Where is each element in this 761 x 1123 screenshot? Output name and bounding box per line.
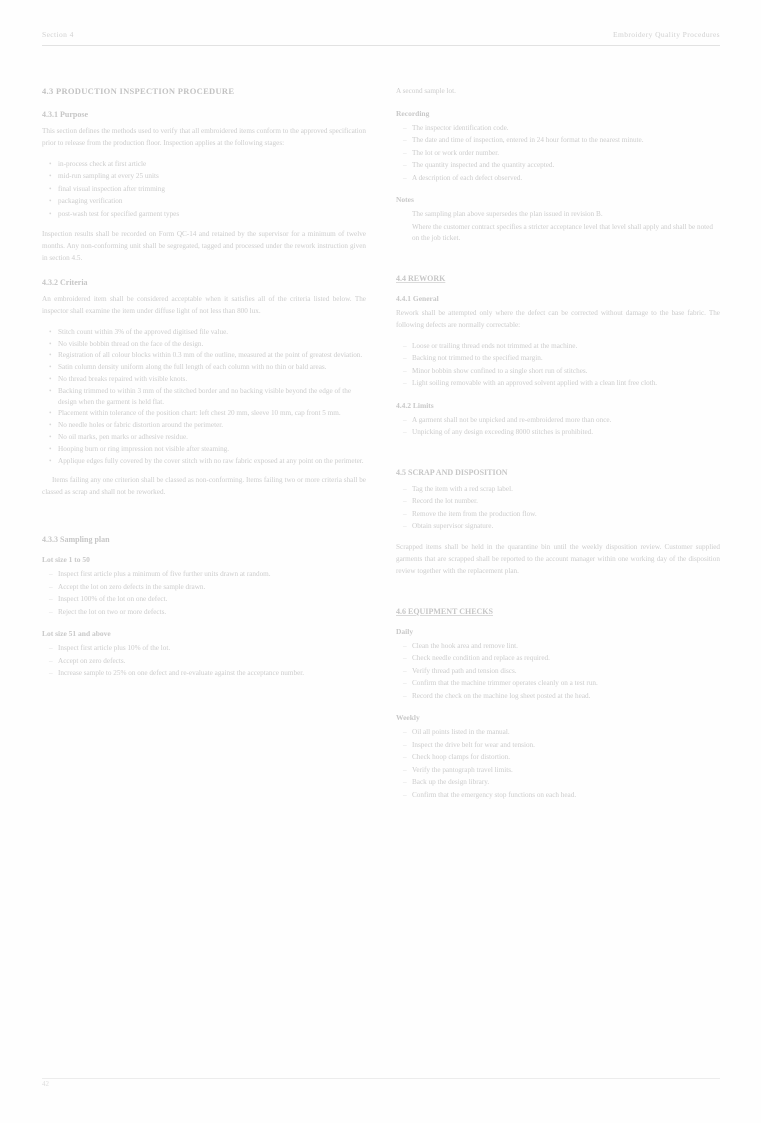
list-item: – Obtain supervisor signature.: [412, 521, 720, 533]
list-item: • mid-run sampling at every 25 units: [58, 171, 366, 183]
list-item: – The lot or work order number.: [412, 148, 720, 160]
list-item: – Record the check on the machine log sheet posted at the head.: [412, 691, 720, 703]
list-item: – The date and time of inspection, entered in 24 hour format to the nearest minute.: [412, 135, 720, 147]
list-item: • Stitch count within 3% of the approved digitised file value.: [58, 327, 366, 338]
list-inspection-stages: [42, 159, 366, 221]
list-item: – Inspect the drive belt for wear and tension.: [412, 740, 720, 752]
heading-daily-checks: Daily: [396, 626, 414, 636]
heading-lot-small: Lot size 1 to 50: [42, 555, 90, 565]
list-item: – Accept on zero defects.: [58, 656, 366, 668]
list-item: – The inspector identification code.: [412, 123, 720, 135]
list-item: – Check needle condition and replace as required.: [412, 653, 720, 665]
list-notes: [396, 209, 720, 245]
list-item: – Oil all points listed in the manual.: [412, 727, 720, 739]
section-heading-equipment: 4.6 EQUIPMENT CHECKS: [396, 606, 493, 616]
right-column: [396, 86, 720, 1061]
list-recording-fields: [396, 123, 720, 185]
heading-rework-limits: 4.4.2 Limits: [396, 400, 434, 410]
list-weekly-checks: [396, 727, 720, 801]
list-item: • post-wash test for specified garment types: [58, 209, 366, 221]
list-correctable-defects: [396, 341, 720, 390]
left-column: [42, 86, 366, 1061]
list-item: • Placement within tolerance of the position chart: left chest 20 mm, sleeve 10 mm, cap front 5 mm.: [58, 408, 366, 419]
list-item: – Increase sample to 25% on one defect and re-evaluate against the acceptance number.: [58, 668, 366, 680]
list-item: – Light soiling removable with an approved solvent applied with a clean lint free cloth.: [412, 378, 720, 390]
list-lot-small: [42, 569, 366, 618]
list-item: • Applique edges fully covered by the cover stitch with no raw fabric exposed at any point on the perimeter.: [58, 456, 366, 467]
list-item: • No thread breaks repaired with visible knots.: [58, 374, 366, 385]
paragraph-nonconforming: Items failing any one criterion shall be classed as non-conforming. Items failing two or more criteria shall be classed as scrap and shall not be reworked.: [42, 476, 366, 497]
header-rule: [42, 45, 720, 46]
list-acceptance-criteria: [42, 327, 366, 467]
heading-rework-general: 4.4.1 General: [396, 294, 439, 303]
list-item: • Hooping burn or ring impression not visible after steaming.: [58, 444, 366, 455]
list-item: – Loose or trailing thread ends not trimmed at the machine.: [412, 341, 720, 353]
list-item: • No oil marks, pen marks or adhesive residue.: [58, 432, 366, 443]
list-daily-checks: [396, 641, 720, 703]
running-head: [42, 30, 720, 39]
list-item: • final visual inspection after trimming: [58, 184, 366, 196]
list-item: – Clean the hook area and remove lint.: [412, 641, 720, 653]
list-item: – Inspect first article plus 10% of the lot.: [58, 643, 366, 655]
running-head-right: Embroidery Quality Procedures: [613, 30, 720, 39]
list-item: • in-process check at first article: [58, 159, 366, 171]
section-heading-scrap: 4.5 SCRAP AND DISPOSITION: [396, 467, 508, 477]
section-heading-rework: 4.4 REWORK: [396, 274, 446, 283]
subsection-heading-criteria: 4.3.2 Criteria: [42, 278, 88, 287]
list-item: • packaging verification: [58, 196, 366, 208]
footer-rule: [42, 1078, 720, 1079]
list-item: – A garment shall not be unpicked and re-embroidered more than once.: [412, 415, 720, 427]
list-item: • Satin column density uniform along the full length of each column with no thin or bald areas.: [58, 362, 366, 373]
list-item: – Reject the lot on two or more defects.: [58, 607, 366, 619]
list-item: – Accept the lot on zero defects in the sample drawn.: [58, 582, 366, 594]
heading-recording: Recording: [396, 108, 430, 118]
list-item: – Inspect 100% of the lot on one defect.: [58, 594, 366, 606]
section-title: 4.3 PRODUCTION INSPECTION PROCEDURE: [42, 86, 235, 96]
list-item: – Check hoop clamps for distortion.: [412, 752, 720, 764]
list-item: – Verify the pantograph travel limits.: [412, 765, 720, 777]
list-item: • Registration of all colour blocks within 0.3 mm of the outline, measured at the point of greatest deviation.: [58, 350, 366, 361]
list-item: – Tag the item with a red scrap label.: [412, 484, 720, 496]
list-item: Where the customer contract specifies a stricter acceptance level that level shall apply and shall be noted on the job ticket.: [412, 222, 713, 243]
paragraph-criteria-intro: An embroidered item shall be considered acceptable when it satisfies all of the criteria listed below. The inspector shall examine the item under diffuse light of not less than 800 lux.: [42, 295, 366, 315]
paragraph-continuation: A second sample lot.: [396, 87, 456, 95]
list-item: • No needle holes or fabric distortion around the perimeter.: [58, 420, 366, 431]
list-lot-large: [42, 643, 366, 680]
list-item: – Confirm that the emergency stop functions on each head.: [412, 790, 720, 802]
paragraph-rework-intro: Rework shall be attempted only where the defect can be corrected without damage to the base fabric. The following defects are normally correctable:: [396, 309, 720, 329]
list-item: • No visible bobbin thread on the face of the design.: [58, 339, 366, 350]
heading-weekly-checks: Weekly: [396, 713, 420, 723]
list-item: – Confirm that the machine trimmer operates cleanly on a test run.: [412, 678, 720, 690]
list-item: – The quantity inspected and the quantity accepted.: [412, 160, 720, 172]
heading-lot-large: Lot size 51 and above: [42, 629, 111, 639]
running-head-left: Section 4: [42, 30, 74, 39]
list-item: • Backing trimmed to within 3 mm of the stitched border and no backing visible beyond the edge of the design when the garment is held flat.: [58, 386, 366, 408]
page-number: 42: [42, 1080, 49, 1088]
list-item: – Back up the design library.: [412, 777, 720, 789]
list-item: The sampling plan above supersedes the plan issued in revision B.: [412, 210, 603, 219]
paragraph-purpose: This section defines the methods used to verify that all embroidered items conform to the approved specification prior to release from the production floor. Inspection applies at the following stages:: [42, 127, 366, 147]
list-item: – Unpicking of any design exceeding 8000 stitches is prohibited.: [412, 427, 720, 439]
paragraph-records: Inspection results shall be recorded on Form QC-14 and retained by the supervisor for a minimum of twelve months. Any non-conforming unit shall be segregated, tagged and processed under the rework instruction given in section 4.5.: [42, 230, 366, 263]
list-scrap-steps: [396, 484, 720, 533]
paragraph-scrap-disposition: Scrapped items shall be held in the quarantine bin until the weekly disposition review. Customer supplied garments that are scrapped shall be reported to the account manager within one working day of the disposition review together with the replacement plan.: [396, 542, 720, 575]
list-item: – Verify thread path and tension discs.: [412, 666, 720, 678]
list-rework-limits: [396, 415, 720, 439]
subsection-heading-sampling: 4.3.3 Sampling plan: [42, 535, 110, 545]
subsection-heading-purpose: 4.3.1 Purpose: [42, 110, 88, 120]
list-item: – Backing not trimmed to the specified margin.: [412, 353, 720, 365]
list-item: – Record the lot number.: [412, 496, 720, 508]
list-item: – Inspect first article plus a minimum of five further units drawn at random.: [58, 569, 366, 581]
list-item: – A description of each defect observed.: [412, 173, 720, 185]
body-columns: [42, 86, 720, 1061]
list-item: – Remove the item from the production flow.: [412, 509, 720, 521]
heading-notes: Notes: [396, 195, 414, 205]
list-item: – Minor bobbin show confined to a single short run of stitches.: [412, 366, 720, 378]
